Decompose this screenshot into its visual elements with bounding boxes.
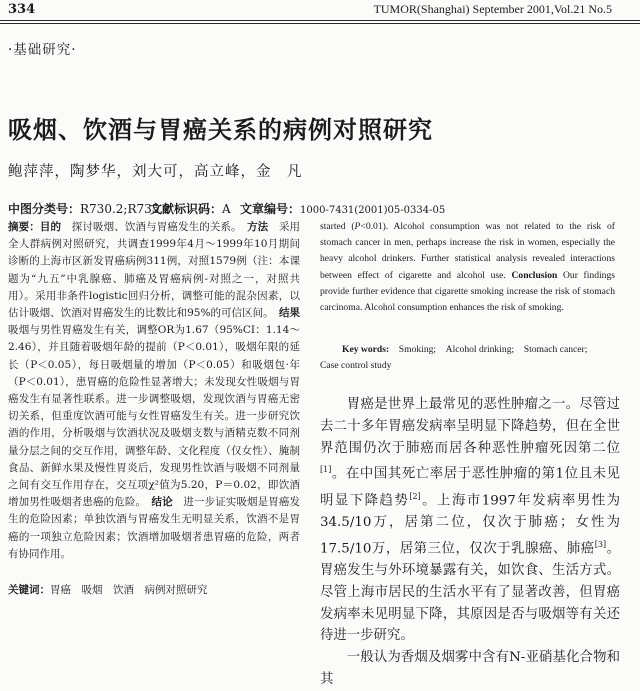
article-title: 吸烟、饮酒与胃癌关系的病例对照研究 xyxy=(8,115,433,144)
body-text xyxy=(320,394,620,691)
method-label: 方法 xyxy=(247,221,269,233)
authors: 鲍萍萍，陶梦华，刘大可，高立峰，金 凡 xyxy=(8,164,303,180)
article-number xyxy=(240,200,445,217)
en-text-main: <0.01). Alcohol consumption was not related to the risk of stomach cancer in men, perhaps increase the risk in women, especially the heavy alcohol drinkers. Further statistical analysis revealed interactions between effect of cigarette and alcohol use. xyxy=(320,221,615,281)
keywords-english xyxy=(320,342,615,374)
body-p1-part-b: 。在中国其死亡率居于恶性肿瘤的第1位且未见明显下降趋势 xyxy=(320,466,620,509)
conclusion-label: 结论 xyxy=(151,496,173,509)
conclusion-text: 进一步证实吸烟是胃癌发生的危险因素；单独饮酒与胃癌发生无明显关系，饮酒不是胃癌的一项独立危险因素；饮酒增加吸烟者患胃癌的危险，两者有协同作用。 xyxy=(8,496,301,560)
method-text: 采用全人群病例对照研究，共调查1999年4月～1999年10月期间诊断的上海市区新发胃癌病例311例，对照1579例（注：本课题为“九五”中乳腺癌、肺癌及胃癌病例-对照之一，对照共用）。采用非条件logistic回归分析，调整可能的混杂因素，以估计吸烟、饮酒对胃癌发生的比数比和95%的可信区间。 xyxy=(8,221,301,320)
header-rule xyxy=(0,20,640,21)
header-rule-thin xyxy=(0,23,640,24)
page-number: 334 xyxy=(8,2,36,17)
en-conclusion-text: Our findings provide further evidence that cigarette smoking increase the risk of stomach carcinoma. Alcohol consumption enhances the risk of smoking. xyxy=(320,269,615,314)
abstract-english xyxy=(320,219,615,316)
en-text-start: started ( xyxy=(320,221,355,232)
en-p-symbol: P xyxy=(354,221,361,232)
en-keywords-label: Key words: xyxy=(342,344,390,355)
clc-value: R730.2;R735.2 xyxy=(80,202,171,216)
body-paragraph-1 xyxy=(320,394,620,647)
purpose-text: 探讨吸烟、饮酒与胃癌发生的关系。 xyxy=(71,221,237,233)
doc-code xyxy=(150,200,231,217)
keywords-chinese xyxy=(8,582,300,597)
section-label: ·基础研究· xyxy=(8,42,77,58)
en-conclusion-label: Conclusion xyxy=(511,269,558,281)
journal-header: TUMOR(Shanghai) September 2001,Vol.21 No.5 xyxy=(373,2,612,16)
doc-value: A xyxy=(222,202,231,216)
purpose-label: 目的 xyxy=(39,221,62,233)
keywords-label: 关键词： xyxy=(8,584,50,596)
abstract-chinese xyxy=(8,219,300,563)
body-p1-part-a: 胃癌是世界上最常见的恶性肿瘤之一。尽管过去二十多年胃癌发病率呈明显下降趋势，但在全世界范围仍次于肺癌而居各种恶性肿瘤死因第二位 xyxy=(320,397,620,456)
doc-label: 文献标识码： xyxy=(150,202,223,216)
en-keywords-text: Smoking; Alcohol drinking; Stomach cancer; Case control study xyxy=(320,344,598,371)
clc-label: 中图分类号： xyxy=(8,202,81,216)
result-label: 结果 xyxy=(278,307,301,320)
ref-1: [1] xyxy=(320,465,332,475)
body-p1-part-c: 。上海市1997年发病率男性为34.5/10万，居第二位，仅次于肺癌；女性为17.5/10万，居第三位，仅次于乳腺癌、肺癌 xyxy=(320,493,621,557)
ref-2: [2] xyxy=(409,491,421,501)
keywords-text: 胃癌 吸烟 饮酒 病例对照研究 xyxy=(50,584,208,596)
body-p1-part-d: 。胃癌发生与外环境暴露有关，如饮食、生活方式。尽管上海市居民的生活水平有了显著改善，但胃癌发病率未见明显下降，其原因是否与吸烟等有关还待进一步研究。 xyxy=(320,541,621,644)
body-paragraph-2: 一般认为香烟及烟雾中含有N-亚硝基化合物和其 xyxy=(320,650,620,687)
abstract-label: 摘要： xyxy=(8,221,40,233)
ref-3: [3] xyxy=(594,539,607,549)
article-value: 1000-7431(2001)05-0334-05 xyxy=(300,205,446,216)
article-label: 文章编号： xyxy=(240,202,301,216)
clc-number xyxy=(8,200,171,217)
result-text: 吸烟与男性胃癌发生有关，调整OR为1.67（95%CI：1.14～2.46），并且随着吸烟年龄的提前（P＜0.01），吸烟年限的延长（P＜0.05），每日吸烟量的增加（P＜0.05）和吸烟包·年（P＜0.01），患胃癌的危险性显著增大；未发现女性吸烟与胃癌发生有显著性联系。进一步调整吸烟，发现饮酒与胃癌无密切关系，但重度饮酒可能与女性胃癌发生有关。进一步研究饮酒的作用，分析吸烟与饮酒状况及吸烟支数与酒精克数不同剂量分层之间的交互作用，调整年龄、文化程度（仅女性）、腌制食品、新鲜水果及慢性胃炎后，发现男性饮酒与吸烟不同剂量之间有交互作用存在，交互项χ²值为5.20，P＝0.02，即饮酒增加男性吸烟者患癌的危险。 xyxy=(8,324,300,509)
